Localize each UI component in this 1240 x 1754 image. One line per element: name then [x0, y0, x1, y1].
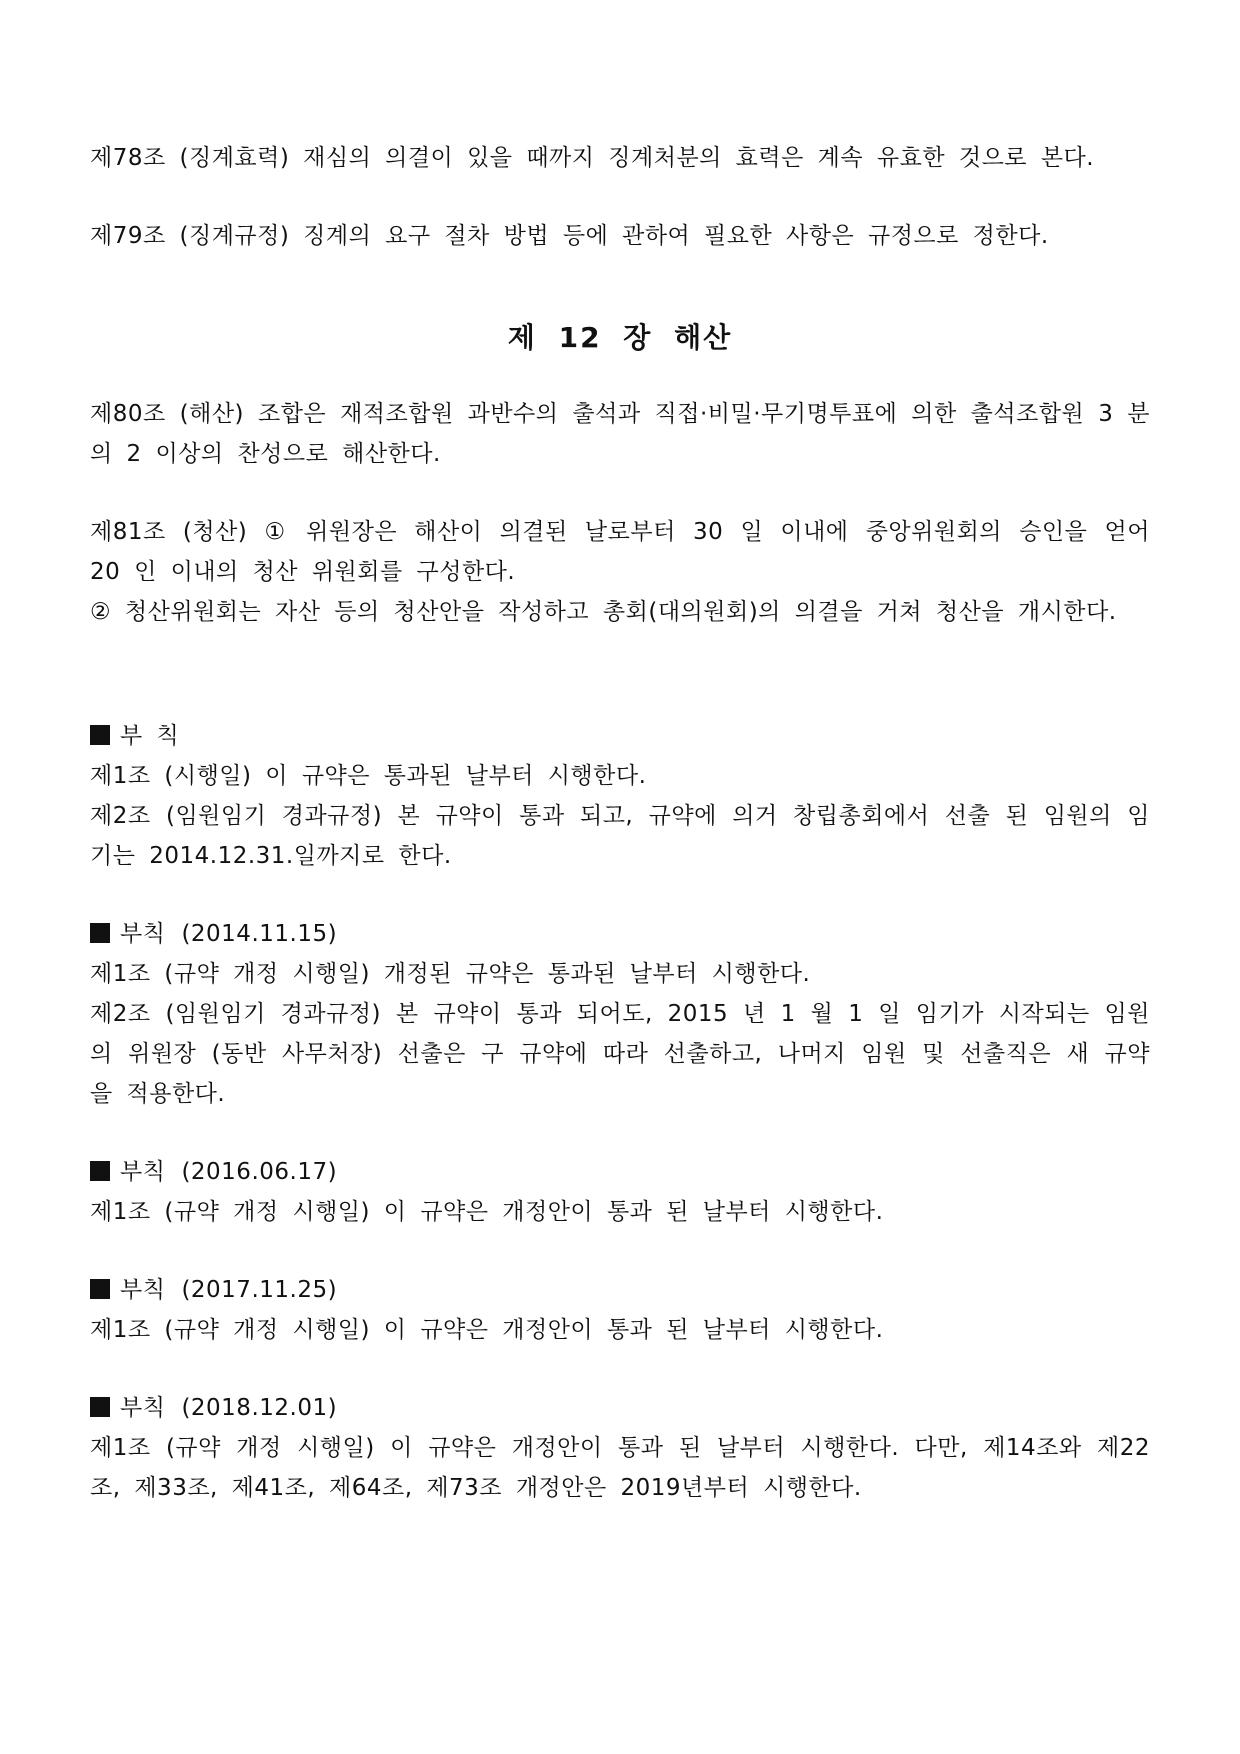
supplement-article: 제1조 (규약 개정 시행일) 이 규약은 개정안이 통과 된 날부터 시행한다. 다만, 제14조와 제22조, 제33조, 제41조, 제64조, 제73조 개정안은 2019년부터 시행한다.	[90, 1435, 1150, 1501]
article-80: 제80조 (해산) 조합은 재적조합원 과반수의 출석과 직접·비밀·무기명투표에 의한 출석조합원 3 분의 2 이상의 찬성으로 해산한다.	[90, 401, 1150, 467]
supplement-heading	[90, 1388, 1150, 1428]
supplement-article: 제2조 (임원임기 경과규정) 본 규약이 통과 되고, 규약에 의거 창립총회에서 선출 된 임원의 임기는 2014.12.31.일까지로 한다.	[90, 803, 1150, 869]
article-81-clause-1: 제81조 (청산) ① 위원장은 해산이 의결된 날로부터 30 일 이내에 중앙위원회의 승인을 얻어 20 인 이내의 청산 위원회를 구성한다.	[90, 519, 1150, 585]
supplement-article: 제1조 (시행일) 이 규약은 통과된 날부터 시행한다.	[90, 763, 647, 789]
square-bullet-icon	[90, 923, 110, 943]
supplement-section-4	[90, 1270, 1150, 1350]
square-bullet-icon	[90, 725, 110, 745]
supplement-article: 제1조 (규약 개정 시행일) 이 규약은 개정안이 통과 된 날부터 시행한다.	[90, 1317, 884, 1343]
supplement-section-2	[90, 914, 1150, 1114]
article-78: 제78조 (징계효력) 재심의 의결이 있을 때까지 징계처분의 효력은 계속 유효한 것으로 본다.	[90, 145, 1095, 171]
supplement-heading	[90, 1152, 1150, 1192]
supplement-article: 제1조 (규약 개정 시행일) 개정된 규약은 통과된 날부터 시행한다.	[90, 961, 811, 987]
supplement-article: 제2조 (임원임기 경과규정) 본 규약이 통과 되어도, 2015 년 1 월 1 일 임기가 시작되는 임원의 위원장 (동반 사무처장) 선출은 구 규약에 따라 선출하고, 나머지 임원 및 선출직은 새 규약을 적용한다.	[90, 1001, 1150, 1107]
supplement-heading-label: 부칙	[120, 1159, 166, 1185]
article-81-clause-2: ② 청산위원회는 자산 등의 청산안을 작성하고 총회(대의원회)의 의결을 거쳐 청산을 개시한다.	[90, 599, 1117, 625]
supplement-heading-date: (2018.12.01)	[181, 1395, 338, 1421]
chapter-title: 제 12 장 해산	[507, 321, 733, 354]
supplement-heading-label: 부칙	[120, 1277, 166, 1303]
supplement-article: 제1조 (규약 개정 시행일) 이 규약은 개정안이 통과 된 날부터 시행한다.	[90, 1199, 884, 1225]
supplement-heading-label: 부칙	[120, 1395, 166, 1421]
supplement-section-1	[90, 716, 1150, 876]
article-79: 제79조 (징계규정) 징계의 요구 절차 방법 등에 관하여 필요한 사항은 규정으로 정한다.	[90, 223, 1049, 249]
supplement-heading-date: (2014.11.15)	[181, 921, 338, 947]
supplement-heading-date: (2017.11.25)	[181, 1277, 338, 1303]
square-bullet-icon	[90, 1397, 110, 1417]
supplement-heading	[90, 716, 1150, 756]
supplement-section-3	[90, 1152, 1150, 1232]
supplement-section-5	[90, 1388, 1150, 1508]
supplement-heading-label: 부칙	[120, 921, 166, 947]
supplement-heading-date: (2016.06.17)	[181, 1159, 338, 1185]
document-page	[90, 138, 1150, 1508]
supplement-heading	[90, 914, 1150, 954]
square-bullet-icon	[90, 1161, 110, 1181]
supplement-heading	[90, 1270, 1150, 1310]
supplement-heading-label: 부 칙	[120, 723, 180, 749]
square-bullet-icon	[90, 1279, 110, 1299]
